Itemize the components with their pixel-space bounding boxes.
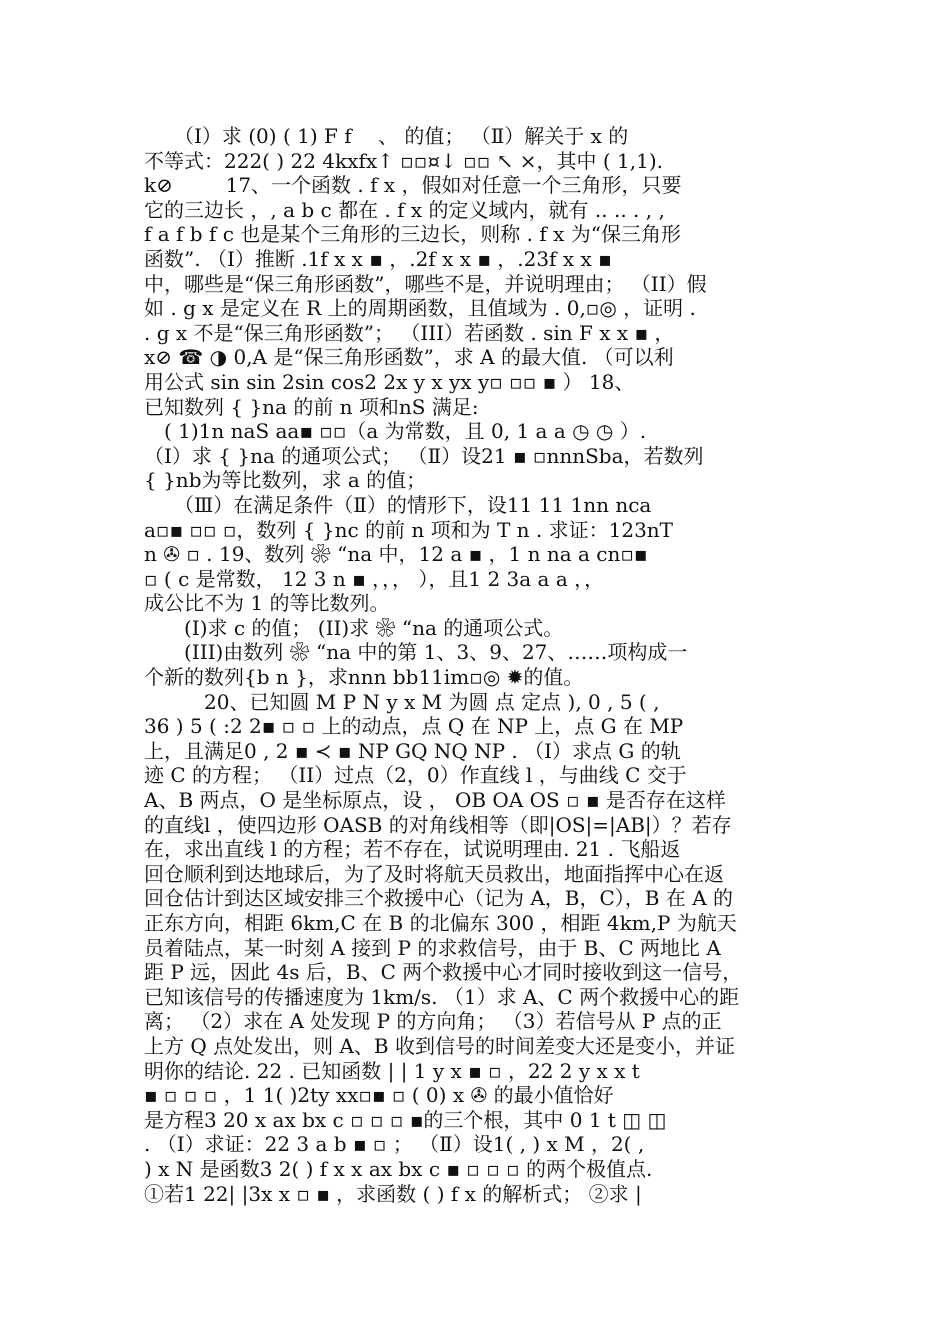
text-line: 不等式：222( ) 22 4kxfx↑ ▫▫¤↓ ▫▫ ↖ ×，其中 ( 1,1). bbox=[144, 148, 663, 173]
text-line: 明你的结论. 22 . 已知函数 | | 1 y x ▪ ▫ ，22 2 y x x t bbox=[144, 1058, 640, 1083]
text-line: { }nb为等比数列，求 a 的值； bbox=[144, 468, 427, 493]
text-line: . （Ⅰ）求证：22 3 a b ▪ ▫ ； （Ⅱ）设1( , ) x M ，2( , bbox=[144, 1132, 645, 1157]
text-line: 的直线l ，使四边形 OASB 的对角线相等（即|OS|=|AB|）？若存 bbox=[144, 812, 732, 837]
text-line: . g x 不是“保三角形函数”； （III）若函数 . sin F x x ▪ ， bbox=[144, 320, 675, 345]
text-line: A、B 两点，O 是坐标原点，设 ， OB OA OS ▫ ▪ 是否存在这样 bbox=[144, 788, 726, 813]
text-line: 是方程3 20 x ax bx c ▫ ▫ ▫ ▪的三个根，其中 0 1 t ◫ ◫ bbox=[144, 1107, 667, 1132]
text-line: f a f b f c 也是某个三角形的三边长，则称 . f x 为“保三角形 bbox=[144, 222, 681, 247]
text-line: 如 . g x 是定义在 R 上的周期函数，且值域为 . 0,▫◎ ，证明 . bbox=[144, 296, 696, 321]
text-line: 上，且满足0 , 2 ▪ ≺ ▪ NP GQ NQ NP . （I）求点 G 的轨 bbox=[144, 738, 681, 763]
document-page bbox=[144, 124, 809, 1206]
text-line: 回仓顺利到达地球后，为了及时将航天员救出，地面指挥中心在返 bbox=[144, 861, 724, 886]
text-line: （Ⅰ）求 (0) ( 1) F f 、 的值； （Ⅱ）解关于 x 的 bbox=[144, 124, 629, 148]
text-line: 它的三边长 ，, a b c 都在 . f x 的定义域内，就有 .. .. . , , bbox=[144, 197, 665, 222]
text-line: ) x N 是函数3 2( ) f x x ax bx c ▪ ▫ ▫ ▫ 的两个极值点. bbox=[144, 1156, 653, 1181]
text-line: 正东方向，相距 6km,C 在 B 的北偏东 300 ，相距 4km,P 为航天 bbox=[144, 911, 737, 935]
text-line: 个新的数列{b n }，求nnn bb11im▫◎ ✹的值。 bbox=[144, 665, 584, 690]
text-line: ( 1)1n naS aa▪ ▫▫（a 为常数，且 0, 1 a a ◷ ◷ ）. bbox=[144, 419, 647, 444]
text-line: ▪ ▫ ▫ ▫ ，1 1( )2ty xx▫▪ ▫ ( 0) x ✇ 的最小值恰好 bbox=[144, 1083, 614, 1108]
text-line: 在，求出直线 l 的方程；若不存在，试说明理由. 21 . 飞船返 bbox=[144, 837, 681, 862]
text-line: 用公式 sin sin 2sin cos2 2x y x yx y▫ ▫▫ ▪ ） 18、 bbox=[144, 369, 635, 394]
text-line: （Ⅲ）在满足条件（Ⅱ）的情形下，设11 11 1nn nca bbox=[144, 492, 652, 517]
text-line: （Ⅰ）求 { }na 的通项公式； （Ⅱ）设21 ▪ ▫nnnSba，若数列 bbox=[144, 443, 704, 468]
text-line: 离； （2）求在 A 处发现 P 的方向角； （3）若信号从 P 点的正 bbox=[144, 1009, 722, 1034]
text-line: 36 ) 5 ( :2 2▪ ▫ ▫ 上的动点，点 Q 在 NP 上，点 G 在 MP bbox=[144, 714, 684, 739]
text-line: x⊘ ☎ ◑ 0,A 是“保三角形函数”，求 A 的最大值. （可以利 bbox=[144, 345, 674, 370]
text-line: (I)求 c 的值； (II)求 ❀ “na 的通项公式。 bbox=[144, 615, 564, 640]
text-line: a▫▪ ▫▫ ▫，数列 { }nc 的前 n 项和为 T n . 求证：123nT bbox=[144, 517, 674, 542]
text-line: n ✇ ▫ . 19、数列 ❀ “na 中，12 a ▪ ，1 n na a cn▫▪ bbox=[144, 542, 648, 567]
text-line: k⊘ 17、一个函数 . f x ，假如对任意一个三角形，只要 bbox=[144, 173, 682, 198]
text-line: 成公比不为 1 的等比数列。 bbox=[144, 591, 390, 616]
text-line: 已知该信号的传播速度为 1km/s. （1）求 A、C 两个救援中心的距 bbox=[144, 984, 740, 1009]
text-line: 回仓估计到达区域安排三个救援中心（记为 A，B，C），B 在 A 的 bbox=[144, 886, 734, 911]
text-line: 函数”. （I）推断 .1f x x ▪ ，.2f x x ▪ ，.23f x x ▪ bbox=[144, 246, 612, 271]
text-line: 20、已知圆 M P N y x M 为圆 点 定点 ), 0 , 5 ( , bbox=[144, 689, 660, 714]
text-line: 中，哪些是“保三角形函数”，哪些不是，并说明理由； （II）假 bbox=[144, 271, 707, 296]
text-line: 距 P 远，因此 4s 后，B、C 两个救援中心才同时接收到这一信号， bbox=[144, 960, 743, 985]
text-line: ▫ ( c 是常数， 12 3 n ▪ ，，， ），且1 2 3a a a ，， bbox=[144, 566, 605, 591]
text-line: 已知数列 { }na 的前 n 项和nS 满足: bbox=[144, 394, 479, 419]
text-line: ①若1 22| |3x x ▫ ▪ ，求函数 ( ) f x 的解析式； ②求 | bbox=[144, 1181, 642, 1206]
text-line: 迹 C 的方程； （II）过点（2，0）作直线 l ，与曲线 C 交于 bbox=[144, 763, 687, 788]
text-line: (III)由数列 ❀ “na 中的第 1、3、9、27、……项构成一 bbox=[144, 640, 688, 665]
text-line: 上方 Q 点处发出，则 A、B 收到信号的时间差变大还是变小，并证 bbox=[144, 1033, 735, 1058]
text-line: 员着陆点，某一时刻 A 接到 P 的求救信号，由于 B、C 两地比 A bbox=[144, 935, 721, 960]
